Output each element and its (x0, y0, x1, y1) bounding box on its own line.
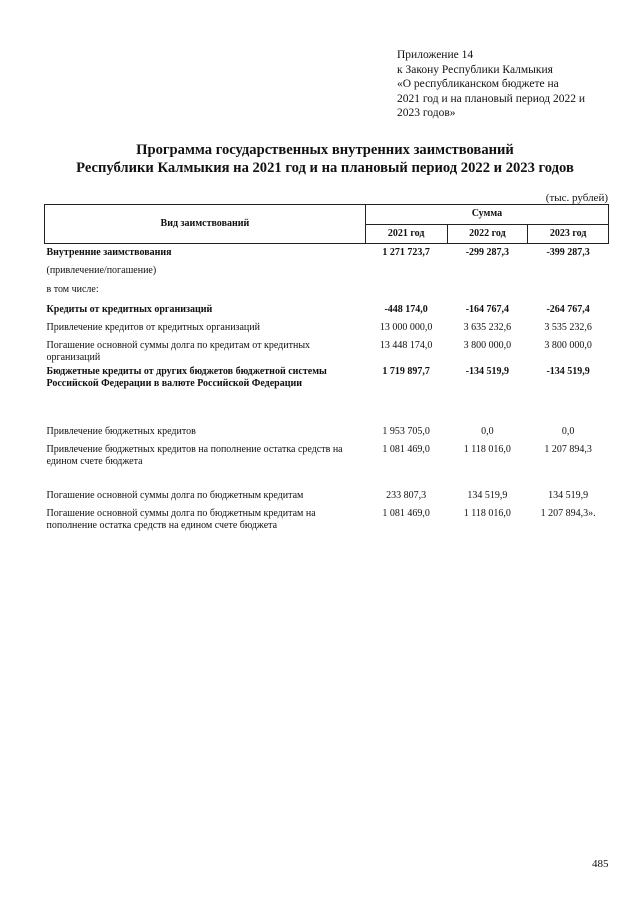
row-name: Кредиты от кредитных организаций (46, 303, 213, 315)
row-value-2023: -264 767,4 (546, 303, 590, 315)
table-row (45, 508, 609, 536)
row-name: Погашение основной суммы долга по бюджетным кредитам на пополнение остатка средств на едином счете бюджета (46, 507, 316, 531)
document-title (40, 141, 610, 177)
row-name: Внутренние заимствования (46, 247, 172, 258)
appendix-line: 2023 годов» (397, 107, 456, 120)
table-row (45, 244, 609, 265)
table-row (45, 265, 609, 284)
row-value-2021: 1 081 469,0 (382, 443, 430, 455)
appendix-line: «О республиканском бюджете на (397, 78, 559, 91)
header-sum: Сумма (365, 205, 608, 225)
table-row (45, 444, 609, 490)
units-label: (тыс. рублей) (545, 192, 608, 204)
row-value-2021: -448 174,0 (384, 303, 428, 315)
row-value-2022: -299 287,3 (465, 247, 510, 258)
appendix-line: к Закону Республики Калмыкия (397, 63, 553, 76)
row-value-2023: 3 535 232,6 (544, 321, 592, 333)
row-value-2023 (528, 284, 609, 304)
row-name: Привлечение бюджетных кредитов (46, 425, 196, 437)
row-value-2023: 1 207 894,3 (544, 443, 592, 455)
row-name: Бюджетные кредиты от других бюджетов бюджетной системы Российской Федерации в валюте Российской Федерации (46, 365, 327, 389)
page-number: 485 (592, 858, 609, 870)
row-value-2021 (365, 265, 447, 284)
row-value-2023: 1 207 894,3». (540, 507, 596, 519)
row-value-2022: -164 767,4 (465, 303, 510, 315)
row-value-2022: 1 118 016,0 (463, 507, 511, 519)
row-value-2021: 233 807,3 (386, 489, 427, 501)
row-value-2022: -134 519,9 (465, 365, 510, 377)
row-name: Погашение основной суммы долга по бюджетным кредитам (46, 489, 304, 501)
title-line-1: Программа государственных внутренних заимствований (136, 142, 514, 158)
row-value-2022 (447, 265, 528, 284)
row-value-2021 (365, 284, 447, 304)
row-value-2023: -134 519,9 (546, 365, 590, 377)
row-value-2021: 13 000 000,0 (379, 321, 433, 333)
row-name: (привлечение/погашение) (46, 264, 157, 276)
row-value-2021: 1 953 705,0 (382, 425, 430, 437)
row-value-2021: 1 081 469,0 (382, 507, 430, 519)
appendix-line: Приложение 14 (397, 49, 474, 61)
header-year-2021: 2021 год (365, 224, 447, 244)
table-row (45, 340, 609, 366)
row-value-2023: 0,0 (561, 425, 575, 437)
table-row (45, 284, 609, 304)
row-value-2021: 1 271 723,7 (382, 247, 430, 258)
table-row (45, 490, 609, 508)
row-value-2021: 13 448 174,0 (379, 339, 433, 351)
header-year-2022: 2022 год (447, 224, 528, 244)
borrowings-table (44, 204, 609, 536)
row-value-2023: 3 800 000,0 (544, 339, 592, 351)
row-value-2022: 3 800 000,0 (463, 339, 512, 351)
table-row (45, 322, 609, 340)
row-value-2023 (528, 265, 609, 284)
row-name: Привлечение кредитов от кредитных организаций (46, 321, 260, 333)
row-value-2022: 3 635 232,6 (463, 321, 512, 333)
row-value-2022: 1 118 016,0 (463, 443, 511, 455)
row-value-2023: -399 287,3 (546, 247, 590, 258)
table-row (45, 366, 609, 426)
row-value-2023: 134 519,9 (548, 489, 589, 501)
appendix-line: 2021 год и на плановый период 2022 и (397, 92, 586, 105)
row-value-2021: 1 719 897,7 (382, 365, 430, 377)
row-name: Привлечение бюджетных кредитов на пополнение остатка средств на едином счете бюджета (46, 443, 343, 467)
header-year-2023: 2023 год (528, 224, 609, 244)
appendix-note (397, 48, 622, 121)
row-value-2022: 134 519,9 (467, 489, 508, 501)
header-kind: Вид заимствований (45, 205, 366, 244)
row-value-2022 (447, 284, 528, 304)
row-name: Погашение основной суммы долга по кредитам от кредитных организаций (46, 339, 311, 363)
row-value-2022: 0,0 (481, 425, 494, 437)
row-name: в том числе: (46, 283, 99, 295)
table-row (45, 304, 609, 322)
title-line-2: Республики Калмыкия на 2021 год и на плановый период 2022 и 2023 годов (76, 160, 574, 176)
table-row (45, 426, 609, 444)
